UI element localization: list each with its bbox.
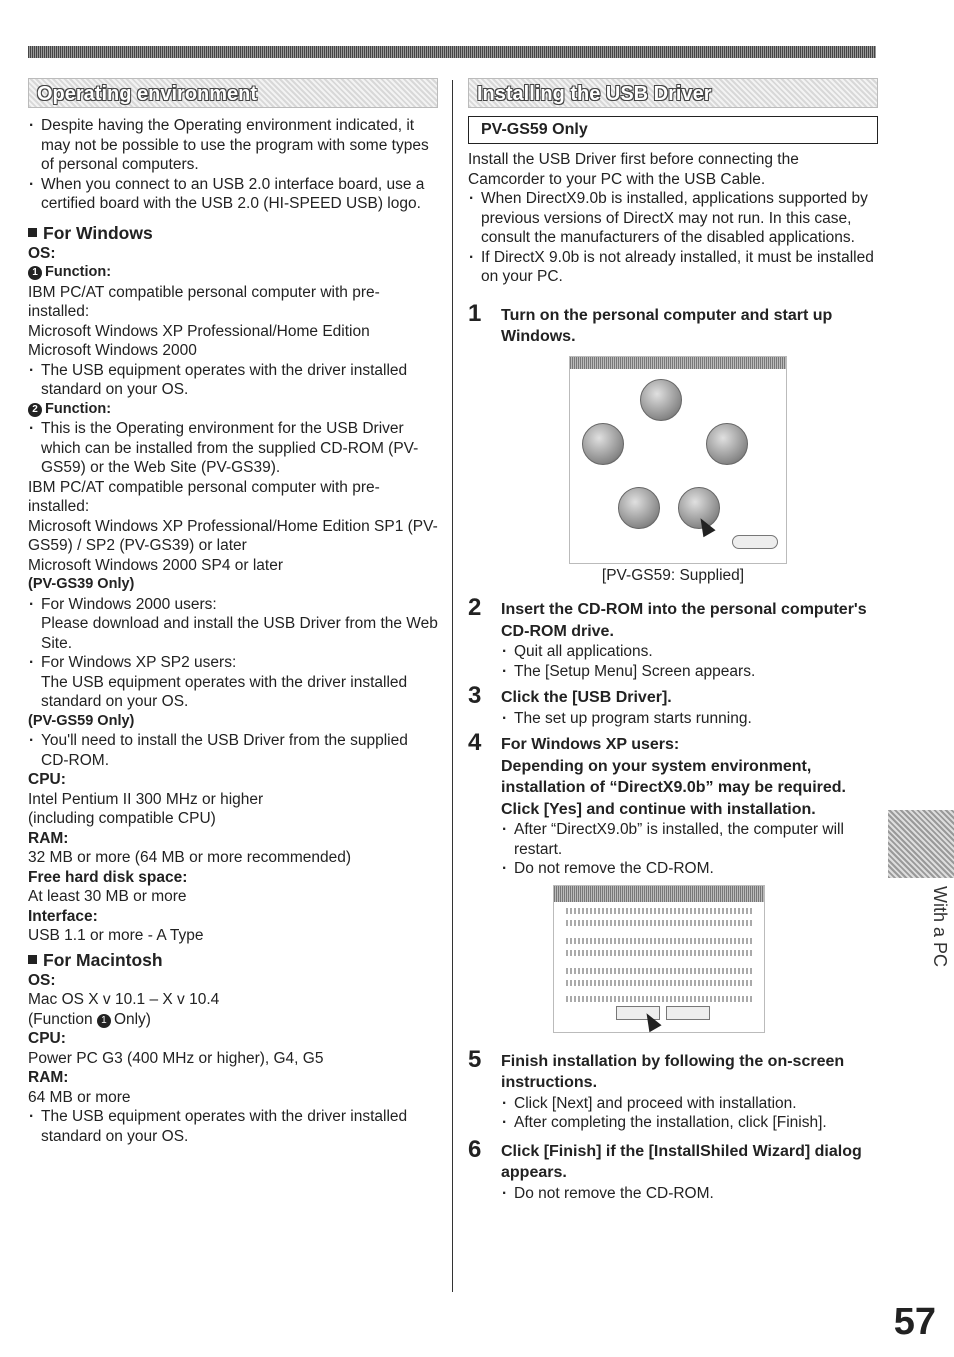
dialog-text-line bbox=[566, 920, 752, 926]
note-bullet: · Do not remove the CD-ROM. bbox=[501, 859, 878, 879]
disc-icon bbox=[640, 379, 682, 421]
text-line: (including compatible CPU) bbox=[28, 810, 216, 827]
step-5: 5 Finish installation by following the on-screen instructions. · Click [Next] and proceed with installation. · After completing the installation, click [Finish]. bbox=[468, 1051, 878, 1133]
setup-menu-screenshot bbox=[569, 356, 787, 564]
disk-label: Free hard disk space: bbox=[28, 868, 188, 886]
gs39-only-label: (PV-GS39 Only) bbox=[28, 576, 135, 592]
intro-text: Install the USB Driver first before connecting the Camcorder to your PC with the USB Cable. bbox=[468, 151, 799, 188]
text-line: IBM PC/AT compatible personal computer with pre-installed: bbox=[28, 283, 380, 320]
section-title-installing-usb-driver: Installing the USB Driver bbox=[468, 78, 878, 108]
note-bullet: · After “DirectX9.0b” is installed, the computer will restart. bbox=[501, 820, 878, 859]
step-2: 2 Insert the CD-ROM into the personal computer's CD-ROM drive. · Quit all applications. · The [Setup Menu] Screen appears. bbox=[468, 599, 878, 681]
text-line: IBM PC/AT compatible personal computer with pre-installed: bbox=[28, 478, 380, 515]
text-line: At least 30 MB or more bbox=[28, 888, 187, 905]
ram-label: RAM: bbox=[28, 1069, 69, 1086]
note-bullet: · If DirectX 9.0b is not already installed, it must be installed on your PC. bbox=[468, 248, 878, 287]
step-number: 2 bbox=[468, 594, 482, 621]
text-line: Microsoft Windows 2000 SP4 or later bbox=[28, 556, 283, 574]
dialog-text-line bbox=[566, 938, 752, 944]
disc-icon bbox=[706, 423, 748, 465]
text-line: Power PC G3 (400 MHz or higher), G4, G5 bbox=[28, 1049, 324, 1067]
note-bullet: · Quit all applications. bbox=[501, 642, 878, 662]
dialog-text-line bbox=[566, 968, 752, 974]
text-line: Microsoft Windows XP Professional/Home Edition SP1 (PV-GS59) / SP2 (PV-GS39) or later bbox=[28, 517, 438, 554]
column-divider bbox=[452, 80, 453, 1292]
model-box-heading: PV-GS59 Only bbox=[468, 116, 878, 144]
intro-bullet: · Despite having the Operating environment indicated, it may not be possible to use the program with some types of personal computers. bbox=[28, 116, 438, 175]
disc-icon bbox=[618, 487, 660, 529]
os-label: OS: bbox=[28, 971, 56, 989]
circled-number-icon: 1 bbox=[97, 1014, 111, 1028]
step-3: 3 Click the [USB Driver]. · The set up program starts running. bbox=[468, 687, 878, 728]
dialog-text-line bbox=[566, 908, 752, 914]
window-titlebar bbox=[570, 357, 786, 369]
note-bullet: · For Windows 2000 users: Please download and install the USB Driver from the Web Site. bbox=[28, 595, 438, 654]
step-1: 1 Turn on the personal computer and start up Windows. bbox=[468, 299, 833, 345]
text-line: (Function 1 Only) bbox=[28, 1010, 151, 1028]
chapter-side-tab bbox=[888, 810, 954, 878]
square-bullet-icon bbox=[28, 228, 37, 237]
ram-label: RAM: bbox=[28, 829, 69, 847]
intro-bullet: · When you connect to an USB 2.0 interface board, use a certified board with the USB 2.0 (HI-SPEED USB) logo. bbox=[28, 175, 438, 214]
gs59-only-label: (PV-GS59 Only) bbox=[28, 712, 135, 729]
section-title-operating-environment: Operating environment bbox=[28, 78, 438, 108]
exit-button bbox=[732, 535, 778, 549]
dialog-text-line bbox=[566, 950, 752, 956]
text-line: Microsoft Windows XP Professional/Home Edition bbox=[28, 322, 370, 340]
cpu-label: CPU: bbox=[28, 771, 66, 788]
windows-heading: For Windows bbox=[28, 222, 438, 244]
note-bullet: · The USB equipment operates with the driver installed standard on your OS. bbox=[28, 1107, 438, 1146]
note-bullet: · You'll need to install the USB Driver from the supplied CD-ROM. bbox=[28, 731, 438, 770]
step-6: 6 Click [Finish] if the [InstallShiled Wizard] dialog appears. · Do not remove the CD-ROM. bbox=[468, 1141, 878, 1204]
text-line: 32 MB or more (64 MB or more recommended) bbox=[28, 849, 352, 866]
step-number: 3 bbox=[468, 682, 482, 709]
dialog-titlebar bbox=[554, 886, 764, 902]
operating-environment-column bbox=[28, 78, 438, 1146]
function-2-label: 2 Function: bbox=[28, 400, 438, 420]
step-4: 4 For Windows XP users: Depending on your system environment, installation of “DirectX9.0b” may be required. Click [Yes] and continue with installation. · After “DirectX9.0b” is installed, the computer will restart. · Do not remove the CD-ROM. bbox=[468, 734, 878, 879]
note-bullet: · When DirectX9.0b is installed, applications supported by previous versions of DirectX may not run. In this case, consult the manufacturers of the disabled applications. bbox=[468, 189, 878, 248]
text-line: 64 MB or more bbox=[28, 1088, 131, 1106]
note-bullet: · The set up program starts running. bbox=[501, 709, 878, 729]
text-line: USB 1.1 or more - A Type bbox=[28, 927, 204, 944]
step-number: 5 bbox=[468, 1045, 482, 1073]
step-number: 6 bbox=[468, 1135, 482, 1163]
page-number: 57 bbox=[893, 1301, 936, 1343]
disc-icon bbox=[582, 423, 624, 465]
note-bullet: · The USB equipment operates with the driver installed standard on your OS. bbox=[28, 361, 438, 400]
no-button bbox=[666, 1006, 710, 1020]
macintosh-heading: For Macintosh bbox=[28, 949, 438, 971]
circled-number-icon: 2 bbox=[28, 403, 42, 417]
os-label: OS: bbox=[28, 244, 56, 262]
note-bullet: · The [Setup Menu] Screen appears. bbox=[501, 662, 878, 682]
directx-dialog-screenshot bbox=[553, 885, 765, 1033]
square-bullet-icon bbox=[28, 955, 37, 964]
interface-label: Interface: bbox=[28, 907, 98, 925]
step-number: 4 bbox=[468, 729, 482, 756]
text-line: Intel Pentium II 300 MHz or higher bbox=[28, 790, 264, 808]
function-1-label: 1 Function: bbox=[28, 263, 438, 283]
top-decorative-bar bbox=[28, 46, 876, 58]
dialog-text-line bbox=[566, 980, 752, 986]
note-bullet: · After completing the installation, click [Finish]. bbox=[501, 1113, 878, 1133]
figure-caption: [PV-GS59: Supplied] bbox=[601, 566, 745, 584]
cpu-label: CPU: bbox=[28, 1030, 66, 1047]
text-line: Mac OS X v 10.1 – X v 10.4 bbox=[28, 991, 220, 1008]
chapter-side-label: With a PC bbox=[930, 886, 950, 968]
note-bullet: · For Windows XP SP2 users: The USB equipment operates with the driver installed standard on your OS. bbox=[28, 653, 438, 712]
circled-number-icon: 1 bbox=[28, 266, 42, 280]
note-bullet: · This is the Operating environment for the USB Driver which can be installed from the supplied CD-ROM (PV-GS59) or the Web Site (PV-GS39). bbox=[28, 419, 438, 478]
installing-usb-driver-column bbox=[468, 78, 878, 1203]
text-line: Microsoft Windows 2000 bbox=[28, 342, 197, 359]
note-bullet: · Click [Next] and proceed with installation. bbox=[501, 1094, 878, 1114]
note-bullet: · Do not remove the CD-ROM. bbox=[501, 1184, 878, 1204]
step-number: 1 bbox=[468, 299, 482, 327]
dialog-text-line bbox=[566, 996, 752, 1002]
